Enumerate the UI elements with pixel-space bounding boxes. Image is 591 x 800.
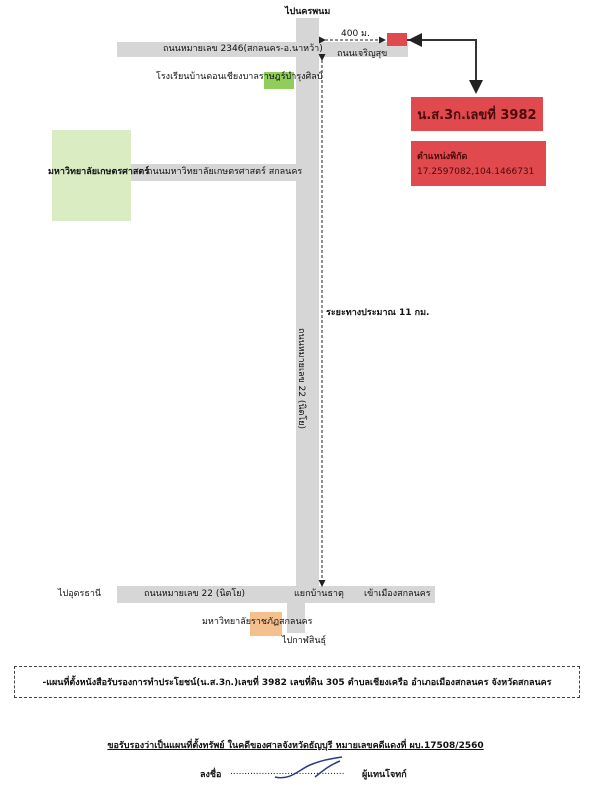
sign-role: ผู้แทนโจทก์	[362, 770, 407, 780]
label-kasetsart-road: ถนนมหาวิทยาลัยเกษตรศาสตร์ สกลนคร	[147, 167, 303, 177]
signature-scribble	[270, 755, 350, 785]
label-road-2346: ถนนหมายเลข 2346(สกลนคร-อ.นาหว้า)	[163, 44, 323, 54]
label-distance-11km: ระยะทางประมาณ 11 กม.	[326, 308, 430, 318]
map-note-text: -แผนที่ตั้งหนังสือรับรองการทำประโยชน์(น.ส.3ก.)เลขที่ 3982 เลขที่ดิน 305 ตำบลเชียงเครือ อำเภอเมืองสกลนคร จังหวัดสกลนคร	[42, 678, 552, 688]
map-note-box	[14, 666, 580, 698]
deed-pointer-line	[407, 40, 476, 92]
label-to-kalasin: ไปกาฬสินธุ์	[282, 636, 327, 646]
label-road-22-horizontal: ถนนหมายเลข 22 (นิตโย)	[144, 589, 245, 599]
sign-dots: ........................................	[230, 767, 345, 777]
certification-text: ขอรับรองว่าเป็นแผนที่ตั้งทรัพย์ ในคดีของศาลจังหวัดธัญบุรี หมายเลขคดีแดงที่ ผบ.17508/2560	[107, 741, 484, 751]
label-to-udon: ไปอุดรธานี	[58, 589, 102, 599]
label-intersection: แยกบ้านธาตุ	[294, 589, 344, 599]
sign-prefix: ลงชื่อ	[200, 770, 222, 780]
coord-label: ตำแหน่งพิกัด	[417, 152, 468, 162]
label-road-22-vertical: ถนนหมายเลข 22 (นิตโย)	[296, 328, 306, 429]
label-to-nakhon-phanom: ไปนครพนม	[285, 7, 331, 17]
deed-title: น.ส.3ก.เลขที่ 3982	[417, 107, 537, 123]
label-school: โรงเรียนบ้านดอนเชียงบาลราษฎร์บำรุงศิลป์	[156, 72, 323, 82]
label-distance-400: 400 ม.	[341, 29, 370, 39]
label-to-city: เข้าเมืองสกลนคร	[364, 589, 431, 599]
label-road-charoen: ถนนเจริญสุข	[337, 49, 388, 59]
label-kasetsart-campus: มหาวิทยาลัยเกษตรศาสตร์	[48, 167, 150, 177]
coord-value: 17.2597082,104.1466731	[417, 167, 535, 177]
label-rajabhat: มหาวิทยาลัยราชภัฏสกลนคร	[202, 617, 313, 627]
